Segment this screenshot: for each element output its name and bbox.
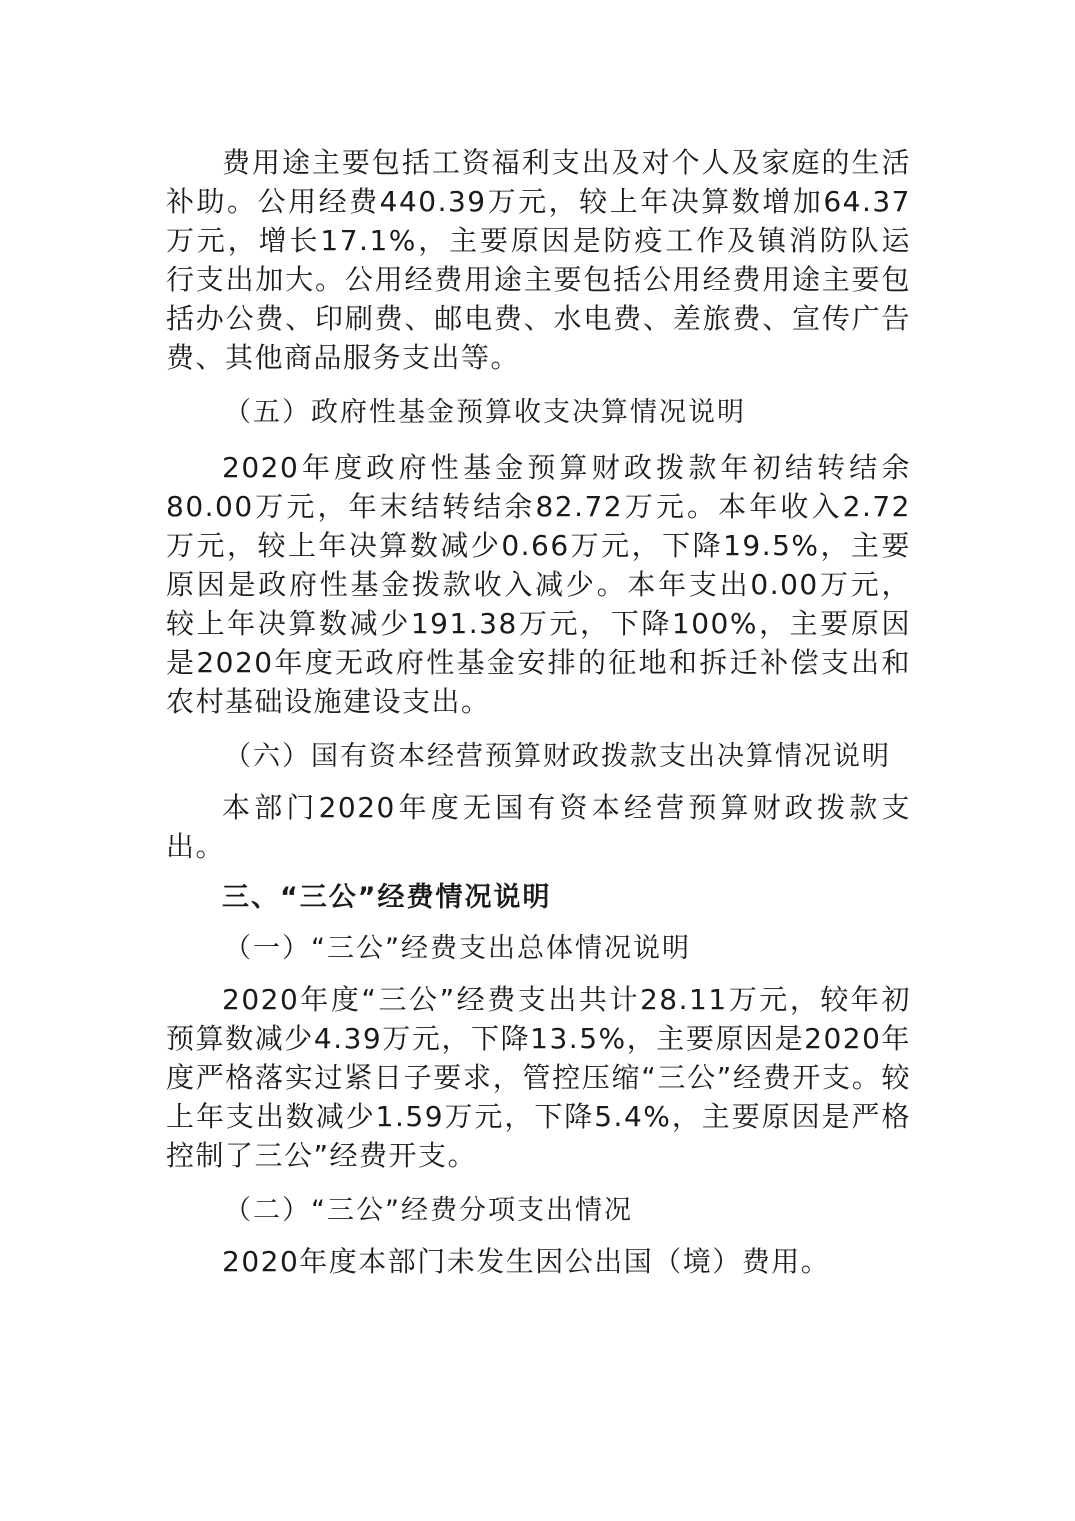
paragraph-expense-usage: 费用途主要包括工资福利支出及对个人及家庭的生活补助。公用经费440.39万元，较上年决算数增加64.37万元，增长17.1%，主要原因是防疫工作及镇消防队运行支出加大。公用经费用途主要包括公用经费用途主要包括办公费、印刷费、邮电费、水电费、差旅费、宣传广告费、其他商品服务支出等。 xyxy=(166,146,911,374)
paragraph-overseas-travel: 2020年度本部门未发生因公出国（境）费用。 xyxy=(222,1245,831,1278)
heading-three-public-overall: （一）“三公”经费支出总体情况说明 xyxy=(224,933,691,964)
paragraph-state-capital: 本部门2020年度无国有资本经营预算财政拨款支出。 xyxy=(166,791,911,863)
heading-three-public-items: （二）“三公”经费分项支出情况 xyxy=(224,1195,633,1226)
document-body xyxy=(166,143,911,1281)
heading-government-fund: （五）政府性基金预算收支决算情况说明 xyxy=(224,397,746,428)
paragraph-three-public-overall: 2020年度“三公”经费支出共计28.11万元，较年初预算数减少4.39万元，下降13.5%，主要原因是2020年度严格落实过紧日子要求，管控压缩“三公”经费开支。较上年支出数减少1.59万元，下降5.4%，主要原因是严格控制了三公”经费开支。 xyxy=(166,983,911,1172)
paragraph-government-fund: 2020年度政府性基金预算财政拨款年初结转结余80.00万元，年末结转结余82.72万元。本年收入2.72万元，较上年决算数减少0.66万元，下降19.5%，主要原因是政府性基金拨款收入减少。本年支出0.00万元，较上年决算数减少191.38万元，下降100%，主要原因是2020年度无政府性基金安排的征地和拆迁补偿支出和农村基础设施建设支出。 xyxy=(166,451,911,718)
heading-three-public: 三、“三公”经费情况说明 xyxy=(222,882,552,913)
heading-state-capital: （六）国有资本经营预算财政拨款支出决算情况说明 xyxy=(224,741,891,772)
